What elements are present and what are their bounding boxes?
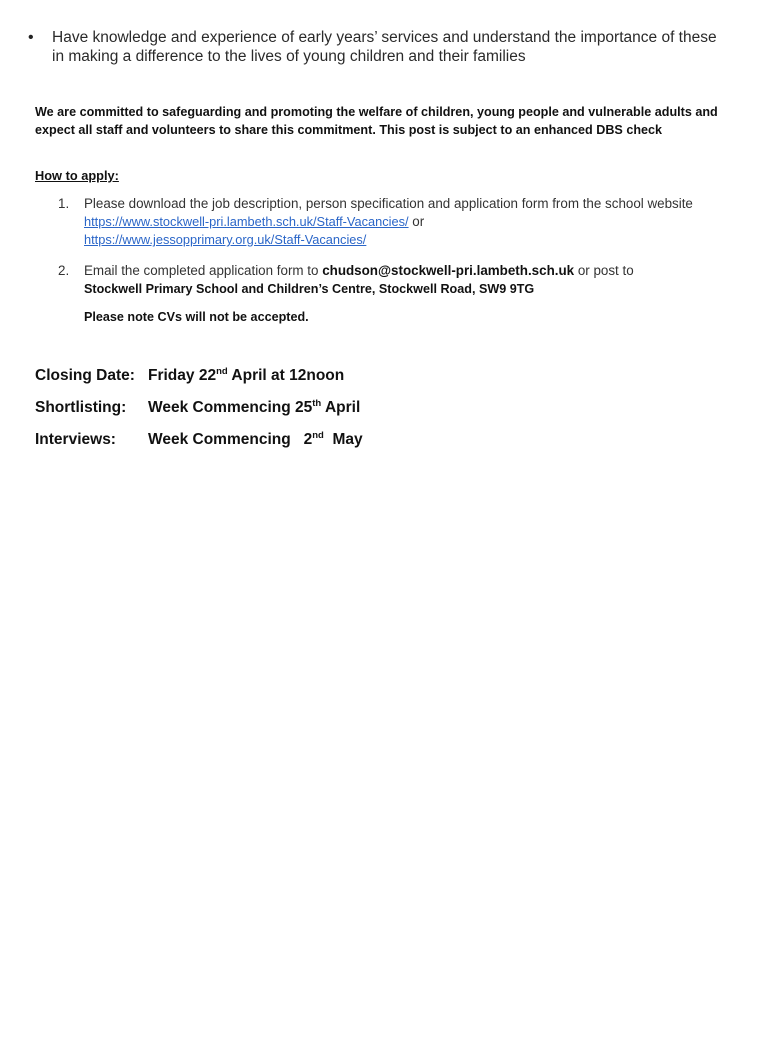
step-body	[84, 262, 738, 298]
step-text-after: or post to	[574, 263, 634, 278]
interviews-main: Week Commencing 2	[148, 431, 313, 448]
step-text: Email the completed application form to	[84, 263, 323, 278]
closing-date-label: Closing Date:	[35, 367, 135, 384]
safeguarding-statement: We are committed to safeguarding and promoting the welfare of children, young people and vulnerable adults and expect all staff and volunteers to share this commitment. This post is subject to an enhanced DBS check	[35, 105, 718, 137]
stockwell-vacancies-link[interactable]: https://www.stockwell-pri.lambeth.sch.uk/Staff-Vacancies/	[84, 214, 409, 229]
how-to-apply-heading: How to apply:	[35, 168, 119, 183]
interviews-rest: May	[323, 431, 363, 448]
bullet-item	[28, 28, 728, 66]
apply-step-2	[58, 262, 738, 298]
contact-email: chudson@stockwell-pri.lambeth.sch.uk	[322, 263, 575, 278]
closing-date-rest: April at 12noon	[227, 367, 345, 384]
interviews-row	[35, 430, 363, 450]
closing-date-main: Friday 22	[148, 367, 217, 384]
step-number: 2.	[58, 263, 70, 278]
shortlisting-row	[35, 398, 360, 418]
shortlisting-value	[148, 399, 360, 416]
step-connector: or	[408, 214, 425, 229]
step-text: Please download the job description, person specification and application form from the school website	[84, 196, 693, 211]
closing-date-suffix: nd	[216, 366, 228, 377]
cv-note: Please note CVs will not be accepted.	[84, 310, 309, 324]
interviews-label: Interviews:	[35, 431, 116, 448]
postal-address: Stockwell Primary School and Children’s Centre, Stockwell Road, SW9 9TG	[84, 282, 535, 296]
step-number: 1.	[58, 196, 70, 211]
interviews-value	[148, 431, 363, 448]
shortlisting-rest: April	[321, 399, 361, 416]
bullet-dot-icon: •	[28, 29, 34, 46]
step-body	[84, 195, 738, 249]
shortlisting-main: Week Commencing 25	[148, 399, 313, 416]
jessop-vacancies-link[interactable]: https://www.jessopprimary.org.uk/Staff-Vacancies/	[84, 232, 367, 247]
shortlisting-label: Shortlisting:	[35, 399, 127, 416]
closing-date-row	[35, 366, 344, 386]
shortlisting-suffix: th	[312, 398, 322, 409]
interviews-suffix: nd	[312, 430, 324, 441]
apply-step-1	[58, 195, 738, 249]
bullet-text: Have knowledge and experience of early years’ services and understand the importance of these in making a difference to the lives of young children and their families	[52, 29, 717, 65]
closing-date-value	[148, 367, 344, 384]
